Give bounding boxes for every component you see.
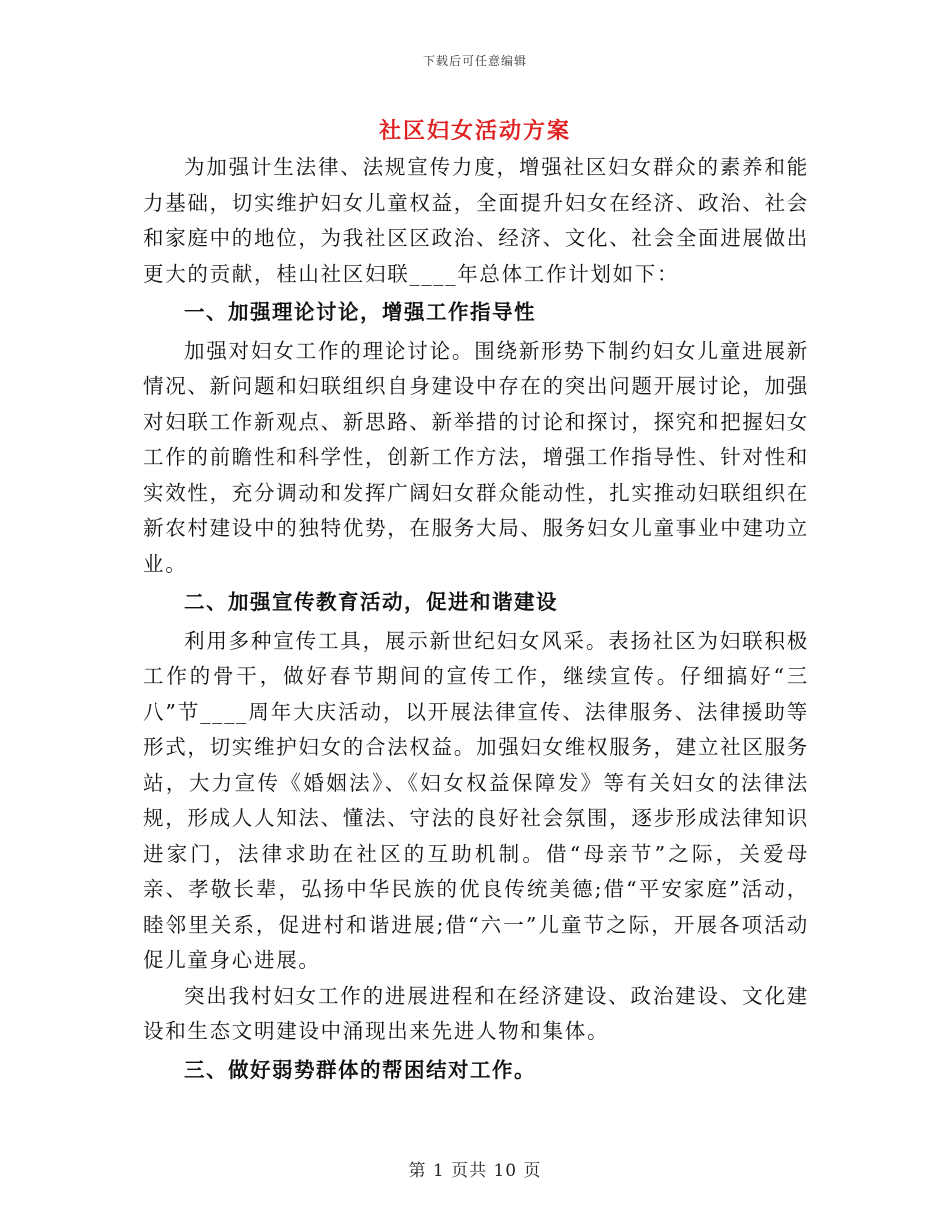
document-title: 社区妇女活动方案: [378, 118, 571, 144]
section-2-paragraph-1: 利用多种宣传工具，展示新世纪妇女风采。表扬社区为妇联积极工作的骨干，做好春节期间的宣传工作，继续宣传。仔细搞好“三八”节____周年大庆活动，以开展法律宣传、法律服务、法律援助等形式，切实维护妇女的合法权益。加强妇女维权服务，建立社区服务站，大力宣传《婚姻法》、《妇女权益保障发》等有关妇女的法律法规，形成人人知法、懂法、守法的良好社会氛围，逐步形成法律知识进家门，法律求助在社区的互助机制。借“母亲节”之际，关爱母亲、孝敬长辈，弘扬中华民族的优良传统美德;借“平安家庭”活动，睦邻里关系，促进村和谐进展;借“六一”儿童节之际，开展各项活动促儿童身心进展。: [143, 628, 809, 972]
page-number-footer: 第 1 页共 10 页: [408, 1161, 542, 1181]
section-2-paragraph-2: 突出我村妇女工作的进展进程和在经济建设、政治建设、文化建设和生态文明建设中涌现出来先进人物和集体。: [143, 983, 809, 1043]
section-heading-2: 二、加强宣传教育活动，促进和谐建设: [184, 590, 558, 614]
section-1-paragraph-1: 加强对妇女工作的理论讨论。围绕新形势下制约妇女儿童进展新情况、新问题和妇联组织自身建设中存在的突出问题开展讨论，加强对妇联工作新观点、新思路、新举措的讨论和探讨，探究和把握妇女工作的前瞻性和科学性，创新工作方法，增强工作指导性、针对性和实效性，充分调动和发挥广阔妇女群众能动性，扎实推动妇联组织在新农村建设中的独特优势，在服务大局、服务妇女儿童事业中建功立业。: [143, 338, 809, 576]
section-heading-3: 三、做好弱势群体的帮困结对工作。: [184, 1057, 536, 1082]
page-header-note: 下载后可任意编辑: [422, 54, 527, 68]
section-heading-1: 一、加强理论讨论，增强工作指导性: [184, 300, 536, 324]
intro-paragraph: 为加强计生法律、法规宣传力度，增强社区妇女群众的素养和能力基础，切实维护妇女儿童权益，全面提升妇女在经济、政治、社会和家庭中的地位，为我社区区政治、经济、文化、社会全面进展做出更大的贡献，桂山社区妇联____年总体工作计划如下：: [143, 155, 809, 286]
document-body: [143, 150, 809, 1091]
